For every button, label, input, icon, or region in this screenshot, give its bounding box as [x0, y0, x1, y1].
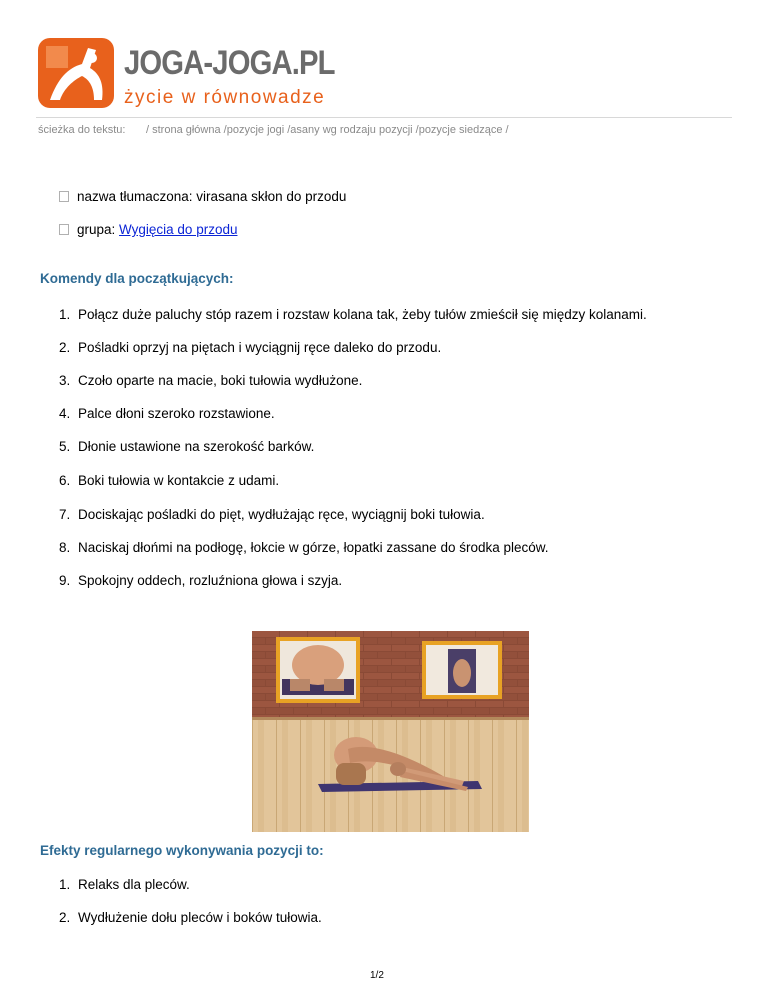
logo-subtitle: życie w równowadze — [124, 87, 326, 108]
list-item — [59, 340, 441, 355]
logo-mark-icon — [38, 38, 114, 108]
header-divider — [36, 117, 732, 118]
list-item — [59, 473, 279, 488]
logo-title: JOGA-JOGA.PL — [124, 44, 335, 82]
pose-photo — [252, 631, 529, 832]
list-item — [59, 373, 362, 388]
list-item — [59, 307, 647, 322]
group-link[interactable]: Wygięcia do przodu — [119, 222, 238, 237]
list-item — [59, 406, 275, 421]
step-text: Spokojny oddech, rozluźniona głowa i szyja. — [78, 573, 343, 588]
page-number: 1/2 — [370, 970, 384, 981]
step-text: Czoło oparte na macie, boki tułowia wydłużone. — [78, 373, 363, 388]
bullet-box-icon — [59, 224, 69, 235]
translated-name-text: nazwa tłumaczona: virasana skłon do przodu — [77, 189, 347, 204]
list-item — [59, 439, 314, 454]
step-text: Pośladki oprzyj na piętach i wyciągnij ręce daleko do przodu. — [78, 340, 442, 355]
step-text: Palce dłoni szeroko rozstawione. — [78, 406, 275, 421]
step-number: 4. — [59, 406, 71, 421]
step-number: 5. — [59, 439, 71, 454]
step-text: Wydłużenie dołu pleców i boków tułowia. — [78, 910, 322, 925]
bullet-box-icon — [59, 191, 69, 202]
step-number: 3. — [59, 373, 71, 388]
breadcrumb-label: ścieżka do tekstu: — [38, 124, 126, 136]
list-item — [59, 877, 190, 892]
step-number: 1. — [59, 307, 71, 322]
step-text: Połącz duże paluchy stóp razem i rozstaw kolana tak, żeby tułów zmieścił się między kolanami. — [78, 307, 647, 322]
step-number: 9. — [59, 573, 71, 588]
site-logo[interactable] — [38, 38, 348, 110]
group-label: grupa: — [77, 222, 120, 237]
step-number: 2. — [59, 910, 71, 925]
step-text: Boki tułowia w kontakcie z udami. — [78, 473, 280, 488]
list-item — [59, 573, 342, 588]
list-item — [59, 540, 549, 555]
step-number: 8. — [59, 540, 71, 555]
list-item — [59, 910, 322, 925]
step-number: 6. — [59, 473, 71, 488]
step-text: Dociskając pośladki do pięt, wydłużając ręce, wyciągnij boki tułowia. — [78, 507, 485, 522]
step-number: 7. — [59, 507, 71, 522]
list-item — [59, 507, 485, 522]
step-text: Relaks dla pleców. — [78, 877, 190, 892]
translated-name-item — [59, 189, 346, 204]
step-text: Naciskaj dłońmi na podłogę, łokcie w górze, łopatki zassane do środka pleców. — [78, 540, 549, 555]
breadcrumb[interactable]: / strona główna /pozycje jogi /asany wg rodzaju pozycji /pozycje siedzące / — [146, 124, 509, 136]
group-item — [59, 222, 237, 237]
effects-heading: Efekty regularnego wykonywania pozycji to: — [40, 843, 324, 858]
step-number: 2. — [59, 340, 71, 355]
step-number: 1. — [59, 877, 71, 892]
beginners-heading: Komendy dla początkujących: — [40, 271, 234, 286]
step-text: Dłonie ustawione na szerokość barków. — [78, 439, 315, 454]
